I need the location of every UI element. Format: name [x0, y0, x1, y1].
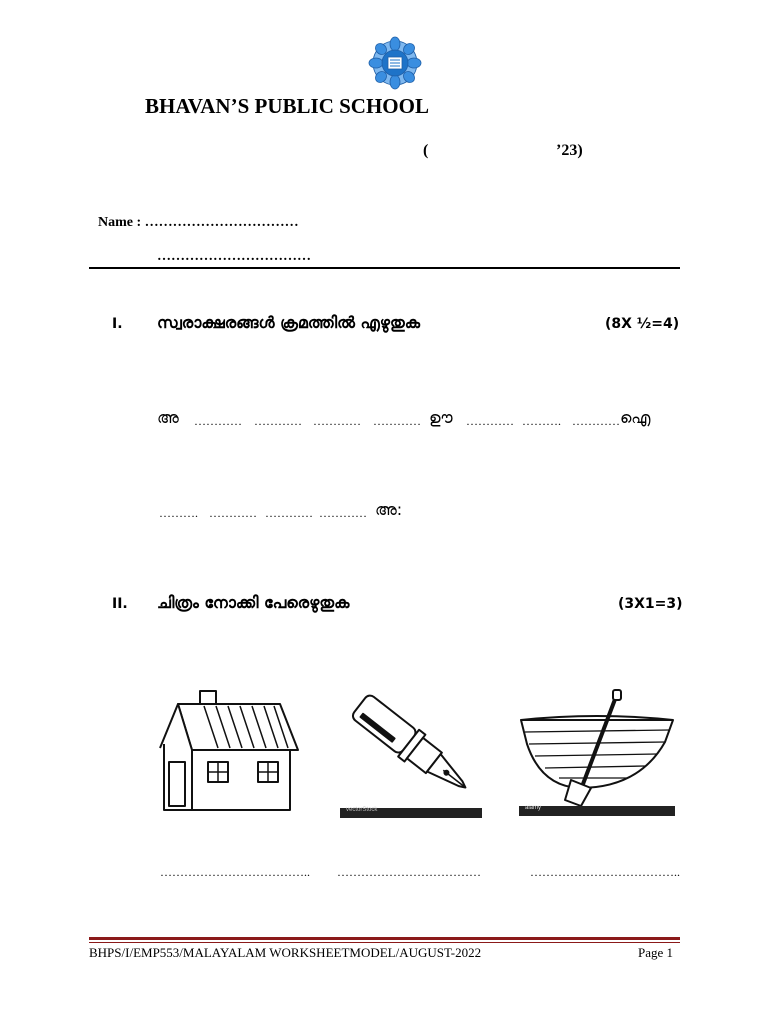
- school-logo: [368, 36, 422, 90]
- blank-dots: …………: [265, 506, 313, 520]
- question-1-title: സ്വരാക്ഷരങ്ങൾ ക്രമത്തിൽ എഴുതുക: [157, 313, 420, 332]
- stock-watermark-bar: [340, 808, 482, 818]
- blank-dots: …………: [373, 414, 421, 428]
- footer-rule-thin: [89, 942, 680, 943]
- footer-document-code: BHPS/I/EMP553/MALAYALAM WORKSHEETMODEL/AUGUST-2022: [89, 945, 482, 960]
- blank-dots: …………: [313, 414, 361, 428]
- exam-open-paren: (: [423, 142, 429, 159]
- stock-watermark-bar: [519, 806, 675, 816]
- footer-page-number: Page 1: [638, 945, 674, 960]
- vowel-a: അ: [157, 408, 179, 427]
- blank-dots: ……….: [159, 506, 198, 520]
- rowing-boat-drawing-icon: [519, 688, 675, 818]
- vowel-uu: ഊ: [429, 408, 453, 427]
- stock-watermark-text: vectorStock: [346, 807, 378, 813]
- question-2-number: II.: [112, 596, 128, 612]
- blank-dots: …………: [572, 414, 620, 428]
- answer-blank-pen: ………………………………: [337, 865, 481, 879]
- blank-dots: …………: [194, 414, 242, 428]
- footer-rule-thick: [89, 937, 680, 940]
- exam-year: ’23): [556, 142, 583, 159]
- vowel-ah: അ:: [375, 500, 403, 519]
- blank-dots: …………: [254, 414, 302, 428]
- answer-blank-boat: ………………………………..: [530, 865, 680, 879]
- fountain-pen-drawing-icon: [340, 690, 482, 820]
- question-1-marks: (8X ½=4): [605, 316, 680, 332]
- second-field-dots: ……………………………: [157, 249, 311, 264]
- question-1-number: I.: [112, 316, 123, 332]
- name-field-label: Name : ……………………………: [98, 215, 299, 230]
- house-drawing-icon: [158, 688, 300, 814]
- stock-watermark-text: alamy: [525, 805, 542, 811]
- question-2-title: ചിത്രം നോക്കി പേരെഴുതുക: [157, 593, 350, 612]
- school-name: BHAVAN’S PUBLIC SCHOOL: [145, 94, 429, 118]
- blank-dots: …………: [209, 506, 257, 520]
- vowel-ai: ഐ: [620, 408, 651, 427]
- question-2-marks: (3X1=3): [618, 596, 683, 612]
- answer-blank-house: ………………………………..: [160, 865, 310, 879]
- blank-dots: …………: [319, 506, 367, 520]
- header-divider: [89, 267, 680, 269]
- blank-dots: …………: [466, 414, 514, 428]
- blank-dots: ……….: [522, 414, 561, 428]
